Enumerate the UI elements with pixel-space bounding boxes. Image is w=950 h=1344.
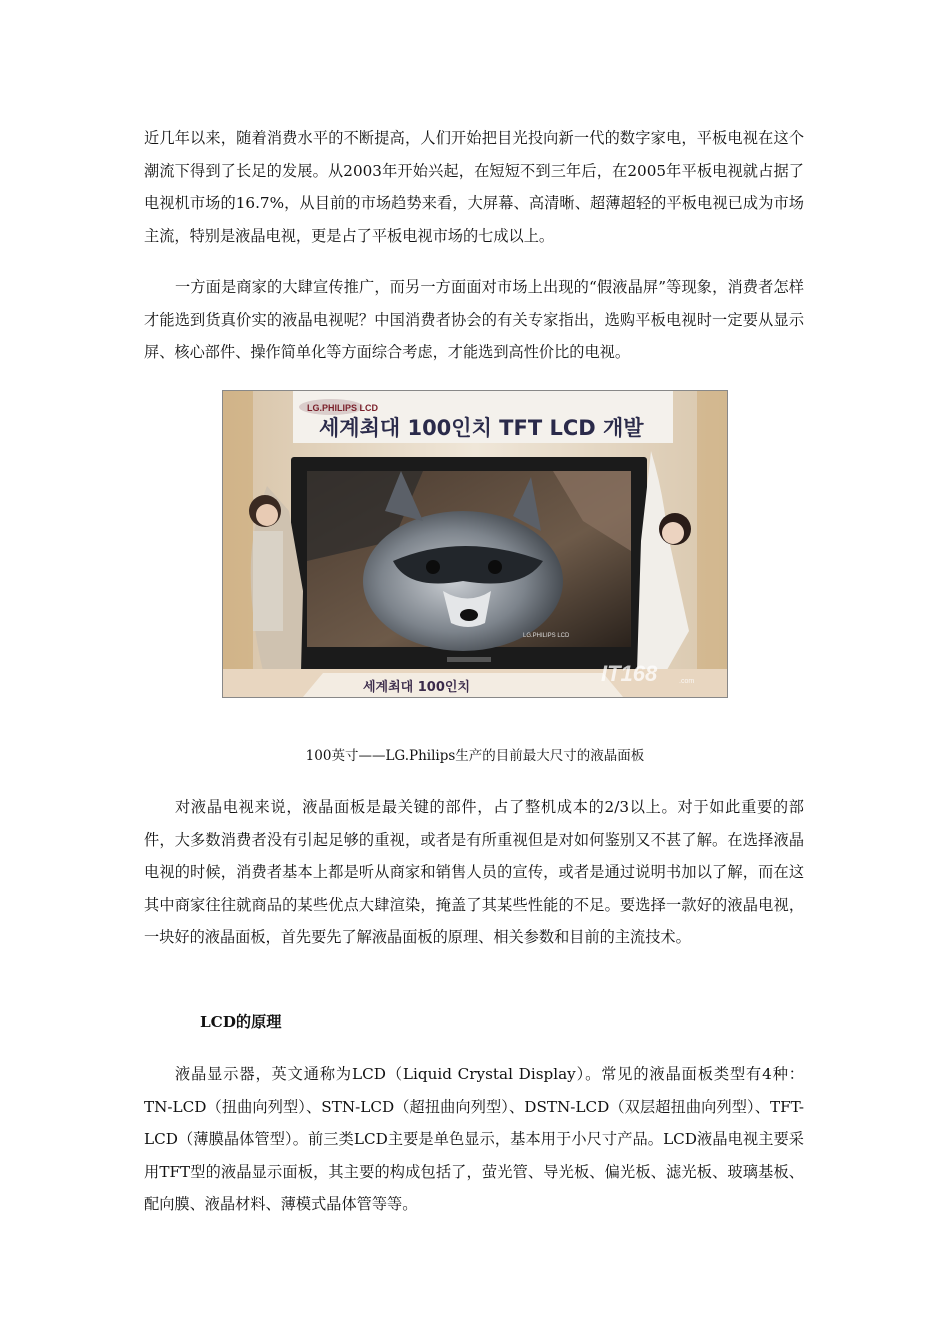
stand-text: 세계최대 100인치	[363, 680, 471, 695]
paragraph-panel-importance: 对液晶电视来说，液晶面板是最关键的部件，占了整机成本的2/3以上。对于如此重要的部件，大多数消费者没有引起足够的重视，或者是有所重视但是对如何鉴别又不甚了解。在选择液晶电视的时候，消费者基本上都是听从商家和销售人员的宣传，或者是通过说明书加以了解，而在这其中商家往往就商品的某些优点大肆渲染，掩盖了其某些性能的不足。要选择一款好的液晶电视，一块好的液晶面板，首先要先了解液晶面板的原理、相关参数和目前的主流技术。	[144, 798, 804, 946]
banner-brand: LG.PHILIPS LCD	[307, 403, 379, 413]
watermark-suffix: .com	[679, 678, 695, 685]
banner-text: 세계최대 100인치 TFT LCD 개발	[319, 416, 644, 440]
section-heading: LCD的原理	[200, 1013, 282, 1031]
paragraph-consumer-advice: 一方面是商家的大肆宣传推广，而另一方面面对市场上出现的“假液晶屏”等现象，消费者怎样才能选到货真价实的液晶电视呢？中国消费者协会的有关专家指出，选购平板电视时一定要从显示屏、核心部件、操作简单化等方面综合考虑，才能选到高性价比的电视。	[144, 278, 804, 361]
paragraph-lcd-principle: 液晶显示器，英文通称为LCD（Liquid Crystal Display）。常见的液晶面板类型有4种：TN-LCD（扭曲向列型）、STN-LCD（超扭曲向列型）、DSTN-LCD（双层超扭曲向列型）、TFT-LCD（薄膜晶体管型）。前三类LCD主要是单色显示，基本用于小尺寸产品。LCD液晶电视主要采用TFT型的液晶显示面板，其主要的构成包括了，萤光管、导光板、偏光板、滤光板、玻璃基板、配向膜、液晶材料、薄模式晶体管等等。	[144, 1065, 804, 1213]
screen-logo: LG.PHILIPS LCD	[523, 633, 570, 639]
figure-caption: 100英寸——LG.Philips生产的目前最大尺寸的液晶面板	[305, 748, 645, 764]
watermark: IT168	[601, 661, 658, 686]
paragraph-intro: 近几年以来，随着消费水平的不断提高，人们开始把目光投向新一代的数字家电，平板电视在这个潮流下得到了长足的发展。从2003年开始兴起，在短短不到三年后，在2005年平板电视就占据了电视机市场的16.7%，从目前的市场趋势来看，大屏幕、高清晰、超薄超轻的平板电视已成为市场主流，特别是液晶电视，更是占了平板电视市场的七成以上。	[144, 129, 804, 245]
lcd-panel-photo	[222, 390, 728, 698]
